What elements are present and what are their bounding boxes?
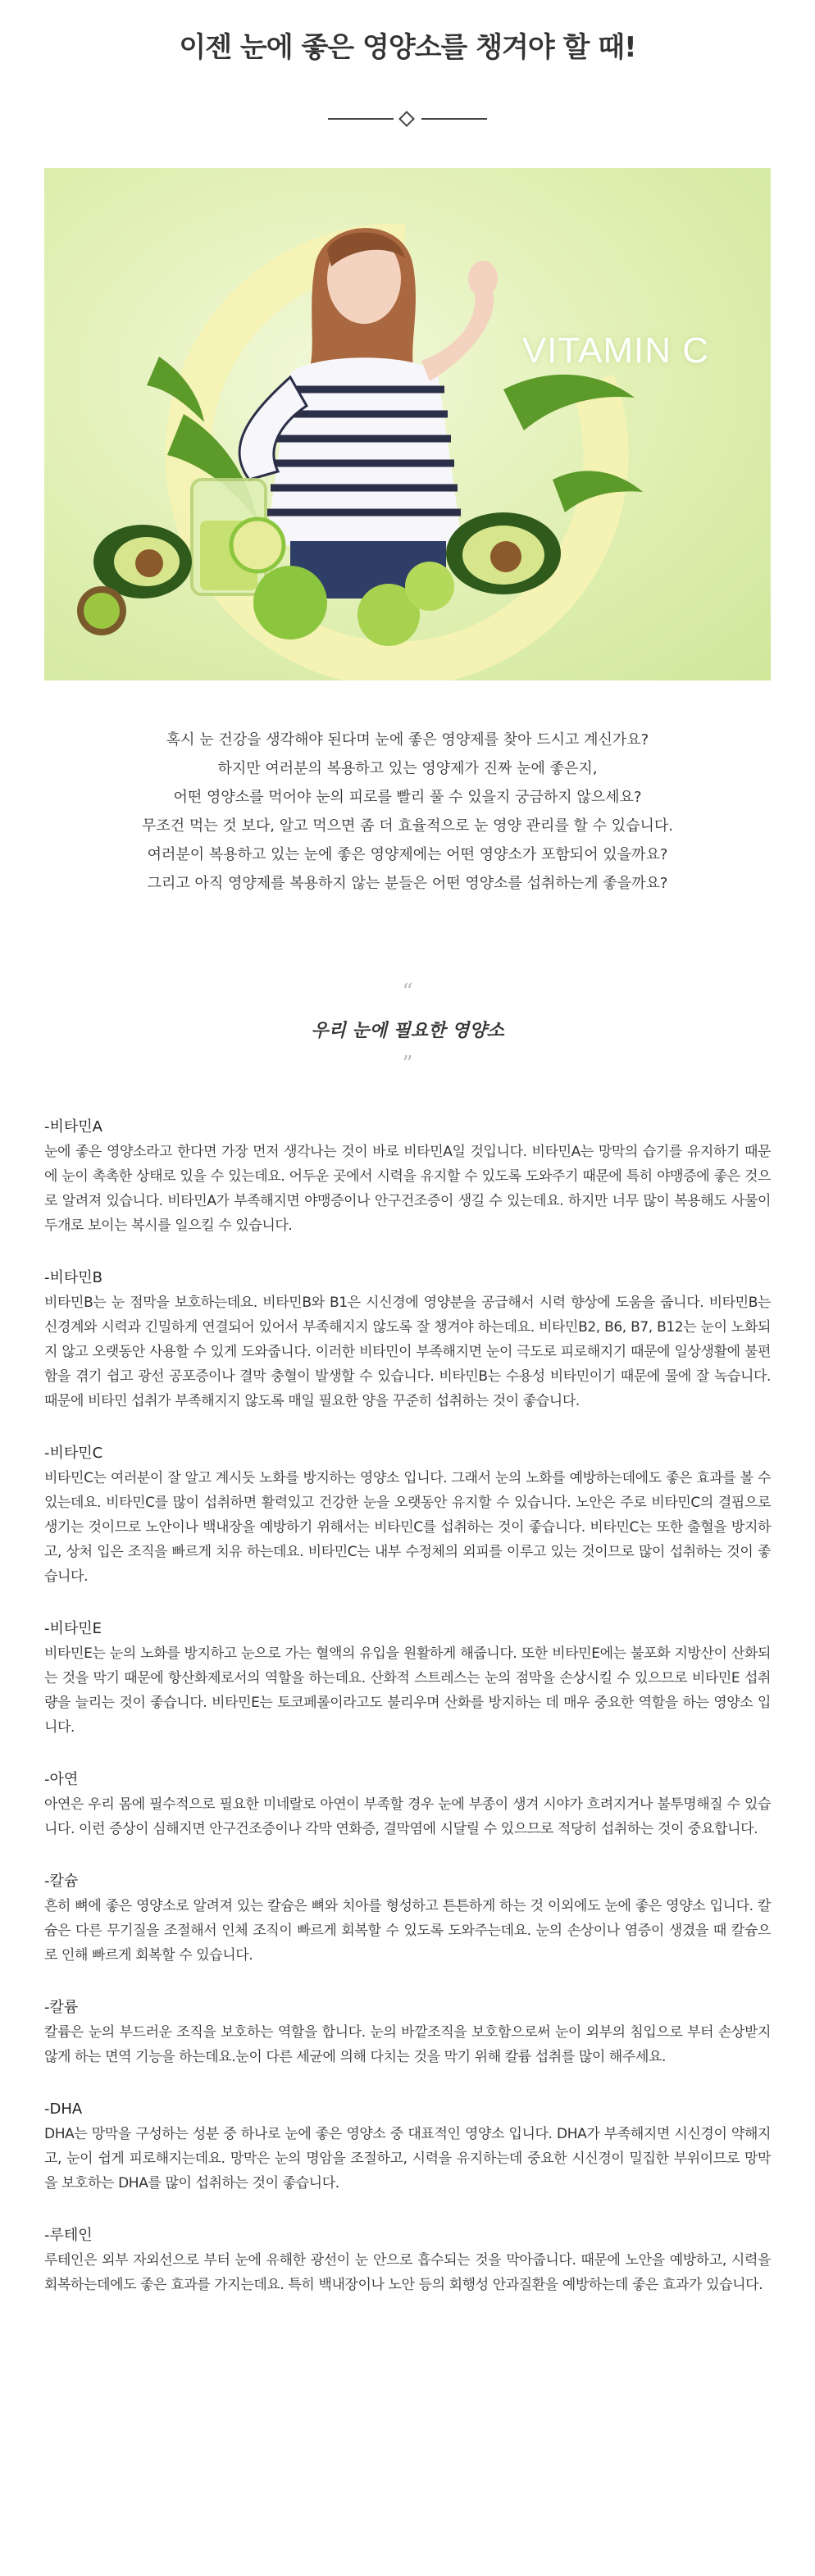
nutrient-body: 눈에 좋은 영양소라고 한다면 가장 먼저 생각나는 것이 바로 비타민A일 것입니다. 비타민A는 망막의 습기를 유지하기 때문에 눈이 촉촉한 상태로 있을 수 있는데요. 어두운 곳에서 시력을 유지할 수 있도록 도와주기 때문에 특히 야맹증에 좋은 것으로 알려져 있습니다. 비타민A가 부족해지면 야맹증이나 안구건조증이 생길 수 있는데요. 하지만 너무 많이 복용해도 사물이 두개로 보이는 복시를 일으킬 수 있습니다.	[44, 1144, 771, 1234]
nutrient-heading: -칼륨	[44, 1999, 79, 2016]
intro-line: 그리고 아직 영양제를 복용하지 않는 분들은 어떤 영양소를 섭취하는게 좋을까요?	[147, 875, 668, 892]
nutrient-heading: -칼슘	[44, 1873, 79, 1890]
nutrient-dha	[44, 2097, 771, 2196]
nutrient-body: 흔히 뼈에 좋은 영양소로 알려져 있는 칼슘은 뼈와 치아를 형성하고 튼튼하게 하는 것 이외에도 눈에 좋은 영양소 입니다. 칼슘은 다른 무기질을 조절해서 인체 조직이 빠르게 회복할 수 있도록 도와주는데요. 눈의 손상이나 염증이 생겼을 때 칼슘으로 인해 빠르게 회복할 수 있습니다.	[44, 1898, 771, 1964]
intro-text	[0, 726, 815, 898]
nutrient-body: 루테인은 외부 자외선으로 부터 눈에 유해한 광선이 눈 안으로 흡수되는 것을 막아줍니다. 때문에 노안을 예방하고, 시력을 회복하는데에도 좋은 효과를 가지는데요. 특히 백내장이나 노안 등의 회행성 안과질환을 예방하는데 좋은 효과가 있습니다.	[44, 2252, 771, 2293]
intro-line: 하지만 여러분의 복용하고 있는 영양제가 진짜 눈에 좋은지,	[217, 760, 598, 777]
nutrient-vitamin-c	[44, 1441, 771, 1589]
nutrient-lutein	[44, 2223, 771, 2297]
nutrient-list	[44, 1115, 771, 2325]
nutrient-vitamin-a	[44, 1115, 771, 1238]
page-title: 이젠 눈에 좋은 영양소를 챙겨야 할 때!	[179, 31, 636, 64]
nutrient-vitamin-b	[44, 1266, 771, 1413]
nutrient-calcium	[44, 1869, 771, 1968]
nutrient-heading: -비타민E	[44, 1620, 102, 1637]
intro-line: 어떤 영양소를 먹어야 눈의 피로를 빨리 풀 수 있을지 궁금하지 않으세요?	[173, 789, 642, 806]
nutrient-heading: -비타민A	[44, 1118, 102, 1136]
nutrient-body: 비타민B는 눈 점막을 보호하는데요. 비타민B와 B1은 시신경에 영양분을 공급해서 시력 향상에 도움을 줍니다. 비타민B는 신경계와 시력과 긴밀하게 연결되어 있어서 부족해지지 않도록 잘 챙겨야 하는데요. 비타민B2, B6, B7, B12는 눈이 노화되지 않고 오랫동안 사용할 수 있게 도와줍니다. 이러한 비타민이 부족해지면 눈이 극도로 피로해지기 때문에 일상생활에 불편함을 겪기 쉽고 광선 공포증이나 결막 충혈이 발생할 수 있습니다. 비타민B는 수용성 비타민이기 때문에 물에 잘 녹습니다. 때문에 비타민 섭취가 부족해지지 않도록 매일 필요한 양을 꾸준히 섭취하는 것이 좋습니다.	[44, 1295, 771, 1409]
hero-image	[44, 168, 771, 680]
nutrient-body: 비타민C는 여러분이 잘 알고 계시듯 노화를 방지하는 영양소 입니다. 그래서 눈의 노화를 예방하는데에도 좋은 효과를 볼 수 있는데요. 비타민C를 많이 섭취하면 활력있고 건강한 눈을 오랫동안 유지할 수 있습니다. 노안은 주로 비타민C의 결핍으로 생기는 것이므로 노안이나 백내장을 예방하기 위해서는 비타민C를 섭취하는 것이 좋습니다. 비타민C는 또한 출혈을 방지하고, 상처 입은 조직을 빠르게 치유 하는데요. 비타민C는 내부 수정체의 외피를 이루고 있는 것이므로 많이 섭취하는 것이 좋습니다.	[44, 1470, 771, 1585]
quote-open-icon: “	[402, 980, 413, 1004]
nutrient-heading: -DHA	[44, 2100, 83, 2118]
nutrient-vitamin-e	[44, 1617, 771, 1740]
divider-line-right	[421, 118, 487, 120]
quote-close-icon: ”	[402, 1052, 413, 1076]
divider-line-left	[328, 118, 394, 120]
nutrient-heading: -루테인	[44, 2227, 93, 2244]
nutrient-heading: -비타민B	[44, 1269, 103, 1286]
nutrient-heading: -아연	[44, 1771, 79, 1788]
nutrient-body: 아연은 우리 몸에 필수적으로 필요한 미네랄로 아연이 부족할 경우 눈에 부종이 생겨 시야가 흐려지거나 불투명해질 수 있습니다. 이런 증상이 심해지면 안구건조증이나 각막 연화증, 결막염에 시달릴 수 있으므로 적당히 섭취하는 것이 중요합니다.	[44, 1796, 771, 1837]
nutrient-body: 칼륨은 눈의 부드러운 조직을 보호하는 역할을 합니다. 눈의 바깥조직을 보호함으로써 눈이 외부의 침입으로 부터 손상받지 않게 하는 면역 기능을 하는데요.눈이 다른 세균에 의해 다치는 것을 막기 위해 칼륨 섭취를 많이 해주세요.	[44, 2024, 771, 2065]
nutrient-body: 비타민E는 눈의 노화를 방지하고 눈으로 가는 혈액의 유입을 원활하게 해줍니다. 또한 비타민E에는 불포화 지방산이 산화되는 것을 막기 때문에 항산화제로서의 역할을 하는데요. 산화적 스트레스는 눈의 점막을 손상시킬 수 있으므로 비타민E 섭취량을 늘리는 것이 좋습니다. 비타민E는 토코페롤이라고도 불리우며 산화를 방지하는 데 매우 중요한 역할을 하는 영양소 입니다.	[44, 1645, 771, 1736]
nutrient-potassium	[44, 1996, 771, 2069]
intro-line: 여러분이 복용하고 있는 눈에 좋은 영양제에는 어떤 영양소가 포함되어 있을까요?	[147, 846, 668, 863]
nutrient-heading: -비타민C	[44, 1445, 103, 1462]
nutrient-body: DHA는 망막을 구성하는 성분 중 하나로 눈에 좋은 영양소 중 대표적인 영양소 입니다. DHA가 부족해지면 시신경이 약해지고, 눈이 쉽게 피로해지는데요. 망막은 눈의 명암을 조절하고, 시력을 유지하는데 중요한 시신경이 밀집한 부위이므로 망막을 보호하는 DHA를 많이 섭취하는 것이 좋습니다.	[44, 2126, 771, 2191]
intro-line: 무조건 먹는 것 보다, 알고 먹으면 좀 더 효율적으로 눈 영양 관리를 할 수 있습니다.	[142, 817, 673, 835]
intro-line: 혹시 눈 건강을 생각해야 된다며 눈에 좋은 영양제를 찾아 드시고 계신가요?	[166, 731, 649, 749]
hero-illustration	[44, 168, 771, 680]
title-divider	[328, 111, 487, 127]
vitamin-c-label: VITAMIN C	[521, 330, 709, 371]
section-title: 우리 눈에 필요한 영양소	[311, 1021, 504, 1041]
nutrient-zinc	[44, 1768, 771, 1841]
diamond-ornament-icon	[398, 111, 415, 127]
